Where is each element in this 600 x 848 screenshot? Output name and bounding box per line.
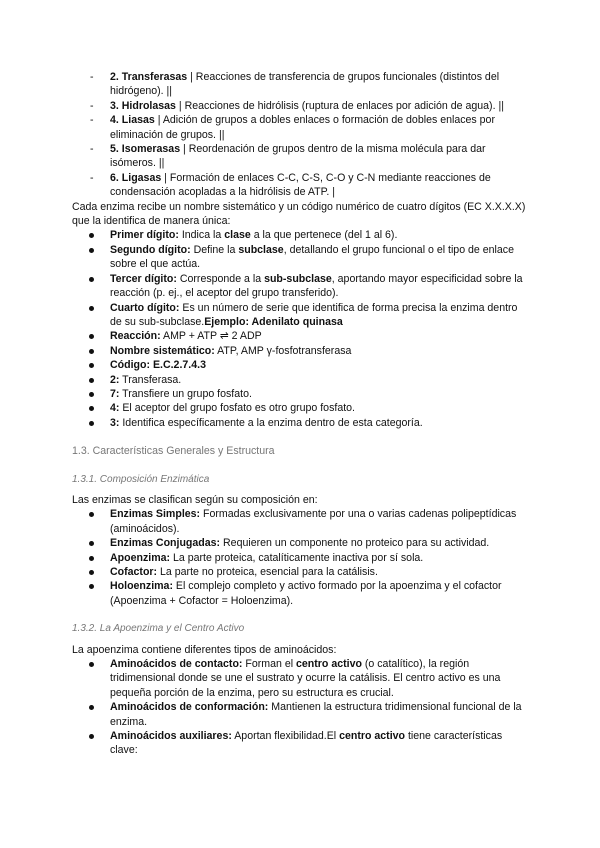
list-item: - 4. Liasas | Adición de grupos a dobles enlaces o formación de dobles enlaces por eliminación de grupos. || xyxy=(90,114,495,141)
class-desc: | Reacciones de transferencia de grupos funcionales (distintos del hidrógeno). || xyxy=(110,71,500,98)
list-item: 4: El aceptor del grupo fosfato es otro grupo fosfato. xyxy=(72,401,530,415)
composition-intro: Las enzimas se clasifican según su composición en: xyxy=(72,493,318,506)
list-item: - 5. Isomerasas | Reordenación de grupos dentro de la misma molécula para dar isómeros. || xyxy=(90,143,486,170)
list-item: Enzimas Simples: Formadas exclusivamente por una o varias cadenas polipeptídicas (aminoácidos). xyxy=(72,507,530,536)
class-name: 4. Liasas xyxy=(110,114,155,127)
document-page xyxy=(72,70,530,758)
list-item: Segundo dígito: Define la subclase, detallando el grupo funcional o el tipo de enlace sobre el que actúa. xyxy=(72,243,530,272)
digit-list xyxy=(72,228,530,430)
class-desc: | Adición de grupos a dobles enlaces o formación de dobles enlaces por eliminación de grupos. || xyxy=(110,114,495,141)
list-item: Reacción: AMP + ATP ⇌ 2 ADP xyxy=(72,329,530,343)
list-item: Código: E.C.2.7.4.3 xyxy=(72,358,530,372)
list-item: Apoenzima: La parte proteica, catalíticamente inactiva por sí sola. xyxy=(72,551,530,565)
class-name: 5. Isomerasas xyxy=(110,143,181,156)
composition-list xyxy=(72,507,530,608)
list-item: 3: Identifica específicamente a la enzima dentro de esta categoría. xyxy=(72,416,530,430)
list-item: 7: Transfiere un grupo fosfato. xyxy=(72,387,530,401)
class-desc: | Reacciones de hidrólisis (ruptura de enlaces por adición de agua). || xyxy=(175,99,504,112)
list-item: Primer dígito: Indica la clase a la que pertenece (del 1 al 6). xyxy=(72,228,530,242)
aminoacid-list xyxy=(72,657,530,758)
list-item: - 3. Hidrolasas | Reacciones de hidrólisis (ruptura de enlaces por adición de agua). || xyxy=(90,99,504,112)
list-item: Aminoácidos de contacto: Forman el centro activo (o catalítico), la región tridimensional donde se une el sustrato y ocurre la catálisis. El centro activo es una pequeña porción de la enzima, pero su estructura es crucial. xyxy=(72,657,530,700)
class-desc: | Formación de enlaces C-C, C-S, C-O y C-N mediante reacciones de condensación acopladas a la hidrólisis de ATP. | xyxy=(110,171,491,199)
section-heading-1-3: 1.3. Características Generales y Estructura xyxy=(72,445,275,458)
enzyme-class-list xyxy=(72,70,530,200)
list-item: Enzimas Conjugadas: Requieren un componente no proteico para su actividad. xyxy=(72,536,530,550)
list-item: - 6. Ligasas | Formación de enlaces C-C, C-S, C-O y C-N mediante reacciones de condensación acopladas a la hidrólisis de ATP. | xyxy=(90,171,491,199)
section-heading-1-3-2: 1.3.2. La Apoenzima y el Centro Activo xyxy=(72,623,245,635)
section-heading-1-3-1: 1.3.1. Composición Enzimática xyxy=(72,473,210,485)
list-item: Holoenzima: El complejo completo y activo formado por la apoenzima y el cofactor (Apoenzima + Cofactor = Holoenzima). xyxy=(72,579,530,608)
list-item: Aminoácidos de conformación: Mantienen la estructura tridimensional funcional de la enzima. xyxy=(72,700,530,729)
list-item: Cuarto dígito: Es un número de serie que identifica de forma precisa la enzima dentro de su sub-subclase.Ejemplo: Adenilato quinasa xyxy=(72,301,530,330)
list-item: Cofactor: La parte no proteica, esencial para la catálisis. xyxy=(72,565,530,579)
list-item: Aminoácidos auxiliares: Aportan flexibilidad.El centro activo tiene características clave: xyxy=(72,729,530,758)
class-name: 6. Ligasas xyxy=(110,171,162,184)
list-item: - 2. Transferasas | Reacciones de transferencia de grupos funcionales (distintos del hidrógeno). || xyxy=(90,71,500,98)
class-desc: | Reordenación de grupos dentro de la misma molécula para dar isómeros. || xyxy=(110,143,486,170)
ec-intro: Cada enzima recibe un nombre sistemático y un código numérico de cuatro dígitos (EC X.X.X.X) que la identifica de manera única: xyxy=(72,200,526,228)
list-item: 2: Transferasa. xyxy=(72,373,530,387)
list-item: Tercer dígito: Corresponde a la sub-subclase, aportando mayor especificidad sobre la reacción (p. ej., el aceptor del grupo transferido). xyxy=(72,272,530,301)
list-item: Nombre sistemático: ATP, AMP γ-fosfotransferasa xyxy=(72,344,530,358)
apo-intro: La apoenzima contiene diferentes tipos de aminoácidos: xyxy=(72,643,337,656)
class-name: 2. Transferasas xyxy=(110,71,188,83)
class-name: 3. Hidrolasas xyxy=(110,99,176,112)
